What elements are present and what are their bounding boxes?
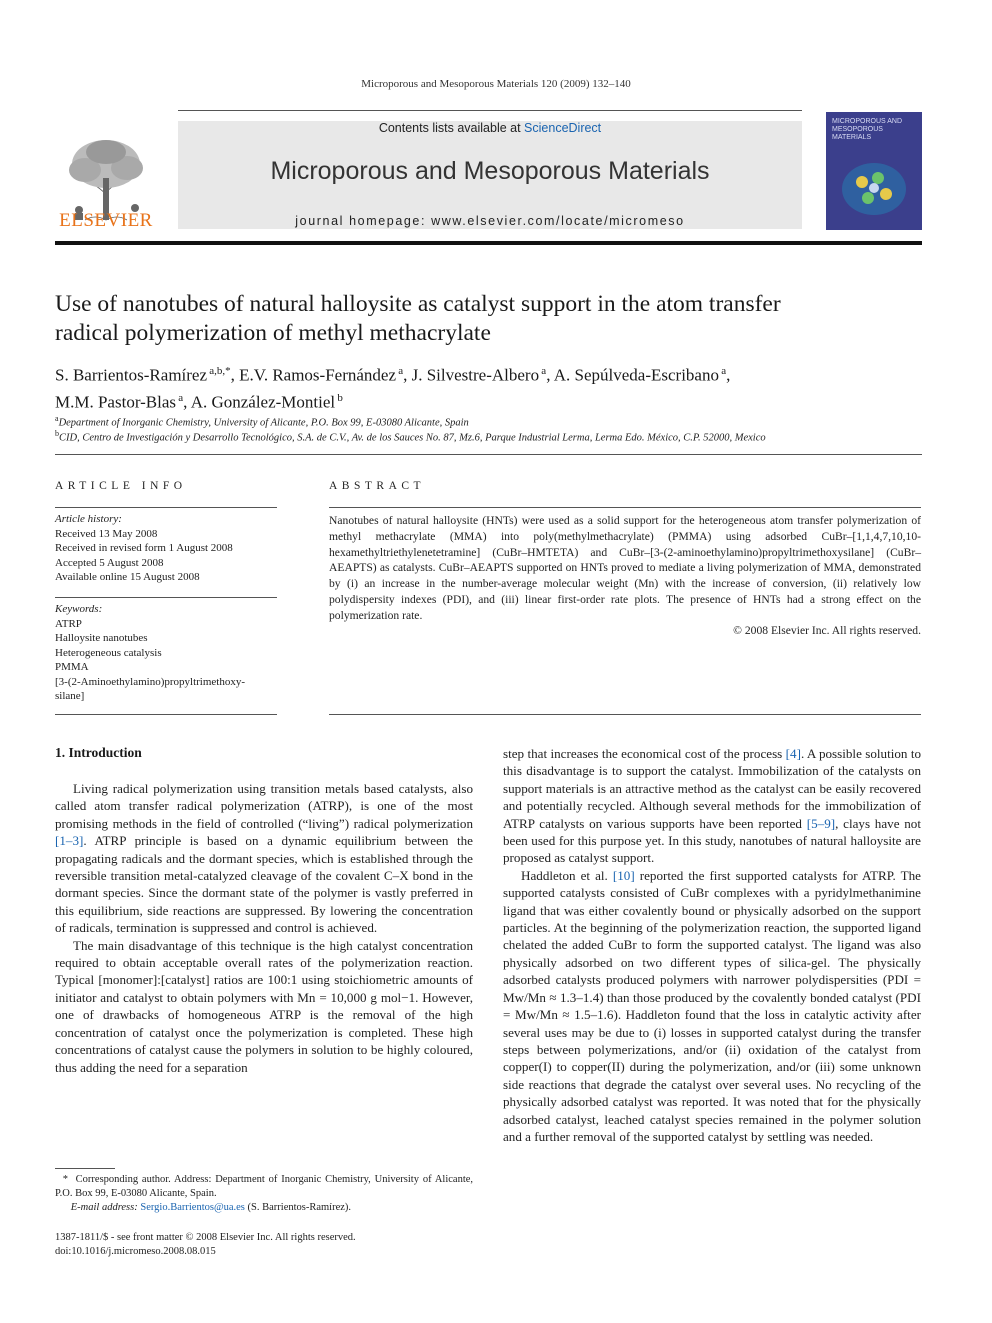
abstract-heading: ABSTRACT [329, 480, 426, 492]
citation-link[interactable]: [4] [785, 746, 801, 761]
keyword-item: silane] [55, 690, 85, 702]
abstract-copyright: © 2008 Elsevier Inc. All rights reserved. [733, 624, 921, 637]
footnote-star: * [62, 1174, 68, 1185]
author-name[interactable]: J. Silvestre-Albero [411, 365, 540, 385]
affiliation-marker: b [55, 429, 59, 438]
journal-title: Microporous and Mesoporous Materials [270, 157, 710, 185]
corresponding-footnote [55, 1173, 473, 1201]
affiliation-text: Department of Inorganic Chemistry, University of Alicante, P.O. Box 99, E-03080 Alicante, Spain [58, 417, 469, 429]
intro-paragraph-2: The main disadvantage of this technique is the high catalyst concentration required to obtain acceptable overall rates of the polymerization reaction. Typical [monomer]:[catalyst] ratios are 100:1 using stoichiometric amounts of initiator and catalyst to obtain polymers with Mn = 10,000 g mol−1. However, one of drawbacks of homogeneous ATRP is the removal of the high concentration of catalyst once the polymerization is completed. These high concentrations of catalyst cause the polymers in solution to be highly coloured, thus adding the need for a separation [55, 937, 473, 1075]
email-footnote [55, 1201, 473, 1215]
journal-reference: Microporous and Mesoporous Materials 120 (2009) 132–140 [361, 78, 631, 90]
right-column-body [503, 745, 921, 1145]
affiliation-text: CID, Centro de Investigación y Desarrollo Tecnológico, S.A. de C.V., Av. de los Sauces No. 87, Mz.6, Parque Industrial Lerma, Lerma Edo. México, C.P. 52000, Mexico [59, 432, 766, 444]
paper-title-line-1: Use of nanotubes of natural halloysite as catalyst support in the atom transfer [55, 291, 781, 317]
history-item: Available online 15 August 2008 [55, 571, 200, 583]
keyword-item: ATRP [55, 617, 82, 630]
journal-cover-image [826, 112, 922, 230]
affiliation-b [55, 429, 935, 444]
author-name[interactable]: M.M. Pastor-Blas [55, 392, 177, 412]
author-affil-sup: a [178, 391, 184, 404]
introduction-heading: 1. Introduction [55, 745, 142, 760]
paragraph-text: Haddleton et al. [521, 867, 613, 883]
intro-paragraph-3 [503, 745, 921, 867]
footnote-rule [55, 1168, 115, 1169]
author-name[interactable]: S. Barrientos-Ramírez [55, 365, 208, 385]
journal-homepage[interactable]: journal homepage: www.elsevier.com/locate/micromeso [295, 214, 685, 228]
author-affil-sup: a [721, 365, 727, 377]
author-name[interactable]: A. González-Montiel [190, 392, 336, 412]
paragraph-text: Living radical polymerization using transition metals based catalysts, also called atom transfer radical polymerization (ATRP), is one of the most promising methods in the field of controlled (“living”) radical polymerization [55, 781, 473, 831]
paragraph-text: . ATRP principle is based on a dynamic equilibrium between the propagating radicals and the dormant species, which is established through the reversible transition metal-catalyzed cleavage of the covalent C–X bond in the dormant species. Since the dormant state of the polymer is vastly preferred in this equilibrium, side reactions are suppressed. By lowering the concentration of radicals, termination is suppressed and control is achieved. [55, 833, 473, 936]
paragraph-text: step that increases the economical cost of the process [503, 746, 786, 761]
citation-link[interactable]: [10] [612, 867, 635, 883]
issn-line: 1387-1811/$ - see front matter © 2008 Elsevier Inc. All rights reserved. [55, 1232, 356, 1243]
article-info-heading: ARTICLE INFO [55, 480, 187, 492]
keywords-rule [55, 597, 277, 598]
header-rule [178, 110, 802, 111]
keywords-label: Keywords: [55, 603, 103, 615]
sciencedirect-link[interactable]: ScienceDirect [524, 121, 602, 135]
email-link[interactable]: Sergio.Barrientos@ua.es [140, 1202, 245, 1213]
elsevier-wordmark: ELSEVIER [59, 210, 153, 231]
abstract-text: Nanotubes of natural halloysite (HNTs) were used as a solid support for the heterogeneous atom transfer polymerization of methyl methacrylate (MMA) into poly(methylmethacrylate) (PMMA) using adsorbed CuBr–[1,1,4,7,10,10-hexamethyltriethylenetetramine] (CuBr–HMTETA) and CuBr–[3-(2-aminoethylamino)propyltrimethoxysilane] (CuBr–AEAPTS) as catalysts. CuBr–AEAPTS supported on HNTs proved to mediate a living polymerization of MMA, demonstrated by (i) an increase in the number-average molecular weight (Mn) with the increase of conversion, (ii) relatively low polydispersity indexes (PDI), and (iii) linear first-order rate plots. The presence of HNTs had a strong effect on the polymerization rate. [329, 514, 921, 622]
affiliation-a [55, 414, 935, 429]
keyword-item: PMMA [55, 661, 89, 673]
author-list [55, 360, 935, 413]
author-name[interactable]: E.V. Ramos-Fernández [239, 365, 397, 385]
email-suffix: (S. Barrientos-Ramírez). [244, 1202, 352, 1213]
author-affil-sup: a [541, 365, 547, 377]
paragraph-text: reported the first supported catalysts for ATRP. The supported catalysts consisted of CuBr complexes with a pyridylmethanimine ligand that was either covalently bound or physically adsorbed on the support particles. At the beginning of the polymerization reaction, the supported ligand chelated the added CuBr to form the supported catalyst. The ligand was also physically adsorbed on two different types of silica-gel. The physically adsorbed catalysts produced polymers with narrower polydispersities (PDI = Mw/Mn ≈ 1.3–1.4) than those produced by the covalently bonded catalyst (PDI = Mw/Mn ≈ 1.5–1.6). Haddleton found that the loss in catalytic activity after several uses may be due to (i) losses in supported catalyst during the transfer steps between polymerizations, and/or (ii) oxidation of the catalyst from copper(I) to copper(II) during the polymerization, and/or (iii) some unknown side reactions that degrade the catalyst over several uses. No recycling of the physically adsorbed catalyst was reported. It was noted that for the physically adsorbed catalyst, leached catalyst species remained in the polymer solution and a further removal of the supported catalyst by settling was needed. [503, 867, 921, 1144]
keyword-item: [3-(2-Aminoethylamino)propyltrimethoxy- [55, 675, 246, 688]
contents-prefix: Contents lists available at [378, 121, 525, 135]
history-item: Accepted 5 August 2008 [55, 556, 164, 569]
article-info-bottom-rule [55, 714, 277, 715]
paper-title [55, 290, 935, 348]
abstract-bottom-rule [329, 714, 921, 715]
article-history [55, 512, 277, 585]
keyword-item: Halloysite nanotubes [55, 632, 148, 644]
affiliation-rule [55, 454, 922, 455]
citation-link[interactable]: [1–3] [55, 833, 84, 849]
intro-paragraph-4 [503, 867, 921, 1146]
citation-link[interactable]: [5–9] [806, 815, 836, 831]
cover-title: MICROPOROUS AND MESOPOROUS MATERIALS [832, 118, 903, 141]
paragraph-text: , clays have not been used for this purpose yet. In this study, nanotubes of natural halloysite are proposed as catalyst support. [503, 815, 921, 866]
left-column-body [55, 780, 473, 1076]
author-line-2: M.M. Pastor-Blas $^a$, A. González-Montiel $^b$ [55, 391, 343, 412]
author-line-1: S. Barrientos-Ramírez $^{a,b,*}$, E.V. Ramos-Fernández $^a$, J. Silvestre-Albero $^a$, A. Sepúlveda-Escribano $^a$, [55, 365, 731, 385]
footnote-text: Corresponding author. Address: Department of Inorganic Chemistry, University of Alicante, P.O. Box 99, E-03080 Alicante, Spain. [55, 1174, 474, 1199]
article-info-rule [55, 507, 277, 508]
author-affil-sup: a [398, 365, 404, 377]
email-label: E-mail address: [70, 1202, 141, 1213]
keyword-item: Heterogeneous catalysis [55, 646, 162, 659]
header-thick-rule [55, 241, 922, 245]
article-history-label: Article history: [55, 513, 122, 525]
contents-line [178, 121, 802, 135]
author-name[interactable]: A. Sepúlveda-Escribano [553, 365, 719, 385]
author-affil-sup: b [337, 391, 343, 404]
history-item: Received in revised form 1 August 2008 [55, 542, 233, 554]
corresponding-author-star[interactable]: * [225, 365, 231, 377]
intro-paragraph-1 [55, 780, 473, 937]
affiliation-marker: a [55, 414, 59, 423]
abstract-rule [329, 507, 921, 508]
keywords [55, 602, 277, 704]
doi-line[interactable]: doi:10.1016/j.micromeso.2008.08.015 [55, 1246, 216, 1257]
paper-title-line-2: radical polymerization of methyl methacrylate [55, 320, 491, 346]
history-item: Received 13 May 2008 [55, 527, 158, 540]
cover-molecule-graphic [836, 156, 912, 222]
paragraph-text: . A possible solution to this disadvantage is to support the catalyst. Immobilization of the catalysts on support materials is an attractive method as the catalyst can be easily recovered and potentially recycled. Although several methods for the immobilization of ATRP catalysts on various supports have been reported [503, 746, 922, 831]
author-affil-sup: a,b, [209, 365, 226, 377]
